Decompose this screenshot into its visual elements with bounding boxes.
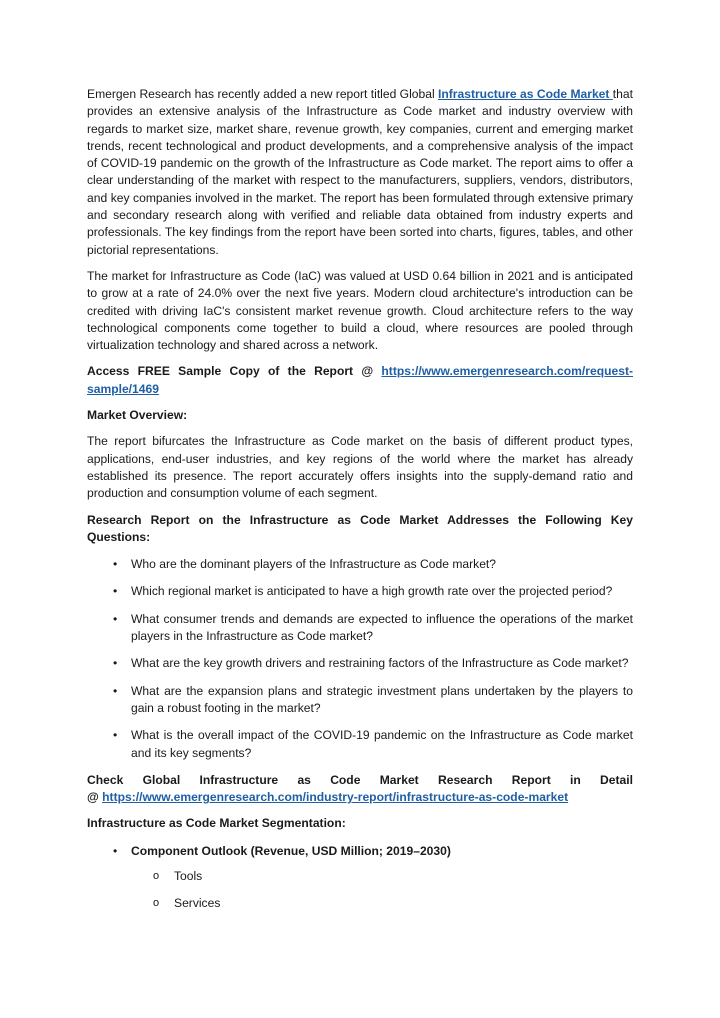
document-page [87, 86, 633, 923]
intro-text-before: Emergen Research has recently added a new report titled Global [87, 87, 439, 101]
bullet-icon: • [113, 728, 118, 743]
question-text: What are the expansion plans and strategic investment plans undertaken by the players to gain a robust footing in the market? [131, 683, 633, 715]
component-outlook-title: Component Outlook (Revenue, USD Million; 2019–2030) [131, 843, 451, 858]
question-text: What is the overall impact of the COVID-19 pandemic on the Infrastructure as Code market and its key segments? [131, 728, 633, 760]
question-text: What are the key growth drivers and restraining factors of the Infrastructure as Code market? [131, 656, 629, 671]
bullet-icon: • [113, 611, 118, 626]
bullet-icon: • [113, 584, 118, 599]
sample-access-label: Access FREE Sample Copy of the Report @ [87, 364, 382, 379]
segmentation-list [87, 843, 633, 860]
list-item [87, 868, 633, 885]
market-size-paragraph: The market for Infrastructure as Code (IaC) was valued at USD 0.64 billion in 2021 and is anticipated to grow at a rate of 24.0% over the next five years. Modern cloud architecture's introduction can be credited with driving IaC's consistent market revenue growth. Cloud architecture refers to the way technological components come together to build a cloud, where resources are pooled through virtualization technology and shared across a network. [87, 268, 633, 353]
sample-access-paragraph [87, 363, 633, 398]
list-item [87, 843, 633, 860]
sample-link-part2[interactable]: sample/1469 [87, 381, 159, 396]
intro-paragraph [87, 86, 633, 259]
detail-report-link[interactable]: https://www.emergenresearch.com/industry-report/infrastructure-as-code-market [102, 790, 569, 805]
questions-list [87, 556, 633, 762]
bullet-icon: • [113, 683, 118, 698]
question-text: Who are the dominant players of the Infrastructure as Code market? [131, 557, 497, 572]
question-text: Which regional market is anticipated to have a high growth rate over the projected period? [131, 584, 613, 599]
list-item [87, 611, 633, 646]
list-item [87, 655, 633, 672]
bullet-icon: • [113, 843, 118, 858]
component-item: Services [174, 896, 221, 911]
infrastructure-as-code-market-link[interactable]: Infrastructure as Code Market [438, 87, 613, 101]
segmentation-heading: Infrastructure as Code Market Segmentation: [87, 816, 346, 831]
overview-paragraph: The report bifurcates the Infrastructure as Code market on the basis of different product types, applications, end-user industries, and key regions of the world where the market has already established its presence. The report accurately offers insights into the supply-demand ratio and production and consumption volume of each segment. [87, 434, 633, 501]
list-item [87, 683, 633, 718]
bullet-icon: • [113, 656, 118, 671]
intro-text-after: that provides an extensive analysis of the Infrastructure as Code market and industry overview with regards to market size, market share, revenue growth, key companies, current and emerging market trends, recent technological and product developments, and a comprehensive analysis of the impact of COVID-19 pandemic on the growth of the Infrastructure as Code market. The report aims to offer a clear understanding of the market with respect to the manufacturers, suppliers, vendors, distributors, and key companies involved in the market. The report has been formulated through extensive primary and secondary research along with verified and reliable data obtained from industry experts and professionals. The key findings from the report have been sorted into charts, figures, tables, and other pictorial representations. [87, 87, 633, 257]
list-item [87, 895, 633, 912]
list-item [87, 583, 633, 600]
sample-link-part1[interactable]: https://www.emergenresearch.com/request- [381, 364, 633, 379]
list-item [87, 556, 633, 573]
circle-bullet-icon: o [153, 869, 160, 882]
detail-label: Check Global Infrastructure as Code Market Research Report in Detail [87, 772, 633, 787]
component-item: Tools [174, 868, 203, 883]
question-text: What consumer trends and demands are expected to influence the operations of the market players in the Infrastructure as Code market? [131, 611, 633, 644]
sample-access-line [87, 363, 633, 380]
detail-at: @ [87, 790, 103, 805]
overview-heading: Market Overview: [87, 408, 188, 423]
component-sublist [87, 868, 633, 913]
list-item [87, 727, 633, 762]
questions-heading: Research Report on the Infrastructure as Code Market Addresses the Following Key Questions: [87, 512, 633, 544]
detail-paragraph [87, 772, 633, 807]
bullet-icon: • [113, 557, 118, 572]
circle-bullet-icon: o [153, 897, 160, 910]
